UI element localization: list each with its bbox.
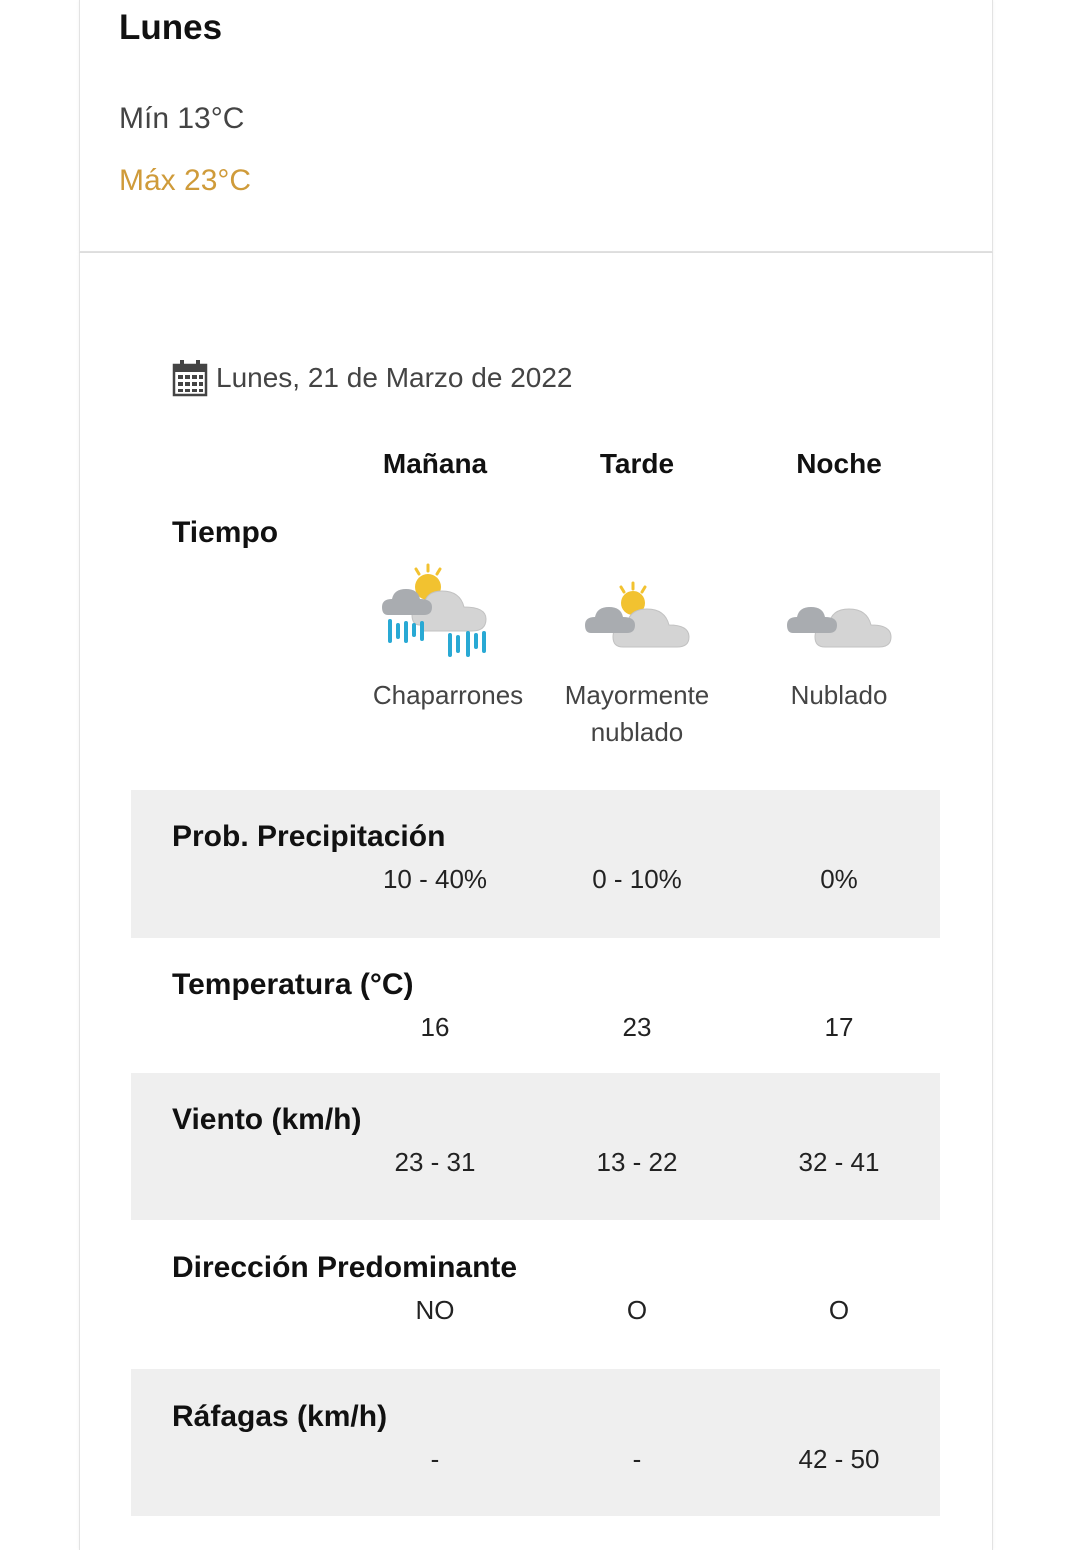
value-precipitation-night: 0%: [820, 864, 858, 894]
condition-afternoon: [537, 677, 737, 751]
day-summary-card[interactable]: [79, 0, 993, 253]
day-detail-card: [79, 253, 993, 1550]
value-temperature-night: 17: [824, 1012, 854, 1042]
condition-afternoon-line1: Mayormente: [564, 680, 710, 710]
period-header-morning: Mañana: [382, 448, 488, 479]
value-direction-night: O: [828, 1295, 850, 1325]
day-title: Lunes: [119, 8, 223, 47]
value-direction-afternoon: O: [626, 1295, 648, 1325]
value-temperature-afternoon: 23: [622, 1012, 652, 1042]
value-wind-morning: 23 - 31: [394, 1147, 476, 1177]
row-label-direction: Dirección Predominante: [172, 1251, 518, 1284]
value-gusts-afternoon: -: [632, 1444, 642, 1474]
mostly-cloudy-icon: [583, 561, 693, 671]
value-precipitation-afternoon: 0 - 10%: [592, 864, 682, 894]
cloudy-icon: [785, 561, 895, 671]
date-line: [172, 358, 572, 398]
row-label-precipitation: Prob. Precipitación: [172, 820, 446, 853]
row-gusts: [131, 1369, 940, 1516]
weather-label: Tiempo: [172, 516, 279, 549]
condition-night: [739, 677, 939, 714]
condition-night-line1: Nublado: [790, 680, 888, 710]
value-temperature-morning: 16: [420, 1012, 450, 1042]
value-precipitation-morning: 10 - 40%: [382, 864, 488, 894]
row-label-gusts: Ráfagas (km/h): [172, 1400, 388, 1433]
condition-afternoon-line2: nublado: [590, 717, 684, 747]
min-temperature: Mín 13°C: [119, 102, 245, 135]
condition-morning: [348, 677, 548, 714]
row-label-temperature: Temperatura (°C): [172, 968, 414, 1001]
showers-icon: [380, 561, 490, 671]
max-temperature: Máx 23°C: [119, 164, 252, 197]
condition-morning-line1: Chaparrones: [372, 680, 524, 710]
value-wind-night: 32 - 41: [798, 1147, 880, 1177]
value-gusts-night: 42 - 50: [798, 1444, 880, 1474]
value-direction-morning: NO: [415, 1295, 455, 1325]
period-header-night: Noche: [796, 448, 882, 479]
date-text: Lunes, 21 de Marzo de 2022: [216, 362, 573, 393]
calendar-icon: [172, 359, 208, 397]
value-wind-afternoon: 13 - 22: [596, 1147, 678, 1177]
value-gusts-morning: -: [430, 1444, 440, 1474]
row-label-wind: Viento (km/h): [172, 1103, 362, 1136]
period-header-afternoon: Tarde: [599, 448, 675, 479]
